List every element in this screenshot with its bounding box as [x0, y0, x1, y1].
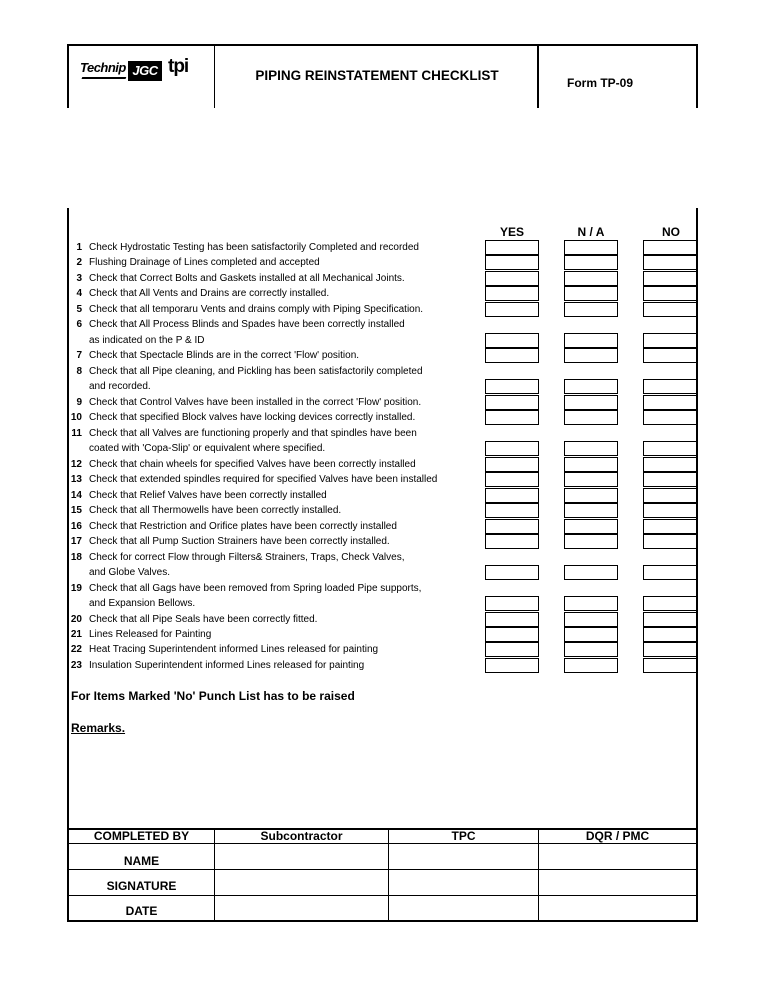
checkbox-no-item-16[interactable]	[643, 519, 697, 534]
checkbox-na-item-8[interactable]	[564, 379, 618, 394]
checkbox-no-item-2[interactable]	[643, 255, 697, 270]
item-text: Check that all temporaru Vents and drains comply with Piping Specification.	[89, 303, 424, 315]
checkbox-yes-item-13[interactable]	[485, 472, 539, 487]
checkbox-na-item-14[interactable]	[564, 488, 618, 503]
item-text: Check that Correct Bolts and Gaskets installed at all Mechanical Joints.	[89, 272, 405, 284]
completed-by-header: COMPLETED BY	[93, 829, 190, 843]
page-title: PIPING REINSTATEMENT CHECKLIST	[255, 68, 499, 83]
checkbox-na-item-1[interactable]	[564, 240, 618, 255]
item-text: Check that all Pipe Seals have been correctly fitted.	[89, 613, 318, 625]
checkbox-no-item-23[interactable]	[643, 658, 697, 673]
item-number: 21	[70, 629, 82, 640]
item-number: 3	[76, 272, 82, 284]
item-number: 22	[70, 644, 82, 656]
item-text: Check that specified Block valves have locking devices correctly installed.	[89, 412, 416, 424]
remarks-label: Remarks.	[71, 721, 126, 735]
item-text: Check for correct Flow through Filters& Strainers, Traps, Check Valves,	[89, 551, 405, 563]
checkbox-no-item-3[interactable]	[643, 271, 697, 286]
checklist-item-8	[70, 364, 423, 379]
checklist-item-7	[70, 348, 359, 363]
item-number: 20	[70, 613, 82, 625]
item-number: 17	[70, 536, 82, 548]
item-number: 12	[70, 458, 82, 470]
checkbox-na-item-15[interactable]	[564, 503, 618, 518]
item-text-continued: coated with 'Copa-Slip' or equivalent where specified.	[89, 443, 326, 455]
dqr-pmc-header: DQR / PMC	[585, 829, 650, 843]
checklist-item-10	[70, 410, 415, 425]
body-left-border	[67, 208, 69, 920]
header-left-border	[67, 44, 69, 108]
checkbox-na-item-19[interactable]	[564, 596, 618, 611]
item-number: 2	[76, 257, 82, 269]
checklist-item-2	[70, 255, 320, 270]
item-text-continued: and Expansion Bellows.	[89, 598, 196, 610]
checkbox-yes-item-18[interactable]	[485, 565, 539, 580]
checkbox-yes-item-17[interactable]	[485, 534, 539, 549]
technip-logo: Technip	[80, 60, 126, 75]
item-number: 18	[70, 551, 82, 563]
checkbox-yes-item-14[interactable]	[485, 488, 539, 503]
table-line	[67, 920, 698, 922]
checkbox-no-item-4[interactable]	[643, 286, 697, 301]
item-number: 19	[70, 582, 82, 594]
item-number: 1	[76, 242, 82, 253]
checklist-item-11	[70, 426, 417, 441]
item-text: Check that All Vents and Drains are correctly installed.	[89, 288, 330, 300]
checkbox-na-item-12[interactable]	[564, 457, 618, 472]
checkbox-no-item-12[interactable]	[643, 457, 697, 472]
checkbox-yes-item-20[interactable]	[485, 612, 539, 627]
checkbox-no-item-11[interactable]	[643, 441, 697, 456]
checkbox-yes-item-4[interactable]	[485, 286, 539, 301]
item-text: Check that Control Valves have been installed in the correct 'Flow' position.	[89, 396, 422, 408]
tpc-header: TPC	[451, 829, 476, 843]
checkbox-yes-item-2[interactable]	[485, 255, 539, 270]
checkbox-no-item-7[interactable]	[643, 348, 697, 363]
checklist-item-6	[70, 317, 405, 332]
checklist-item-20	[70, 612, 317, 627]
jgc-logo: JGC	[128, 61, 162, 81]
checkbox-na-item-20[interactable]	[564, 612, 618, 627]
item-number: 13	[70, 474, 82, 486]
checklist-item-22	[70, 642, 378, 657]
checkbox-no-item-6[interactable]	[643, 333, 697, 348]
item-text-continued: and Globe Valves.	[89, 567, 170, 579]
item-number: 15	[70, 505, 82, 517]
checkbox-na-item-5[interactable]	[564, 302, 618, 317]
checkbox-yes-item-9[interactable]	[485, 395, 539, 410]
checklist-item-3	[70, 271, 405, 286]
checkbox-no-item-14[interactable]	[643, 488, 697, 503]
checkbox-na-item-11[interactable]	[564, 441, 618, 456]
checkbox-na-item-18[interactable]	[564, 565, 618, 580]
checkbox-yes-item-12[interactable]	[485, 457, 539, 472]
subcontractor-header: Subcontractor	[260, 829, 343, 843]
item-text: Heat Tracing Superintendent informed Lines released for painting	[89, 644, 379, 656]
checkbox-no-item-22[interactable]	[643, 642, 697, 657]
item-number: 8	[76, 365, 82, 377]
checkbox-no-item-1[interactable]	[643, 240, 697, 255]
item-number: 11	[71, 427, 82, 439]
checklist-item-13	[70, 472, 437, 487]
checkbox-no-item-8[interactable]	[643, 379, 697, 394]
item-number: 5	[76, 303, 82, 315]
checkbox-yes-item-19[interactable]	[485, 596, 539, 611]
checkbox-yes-item-16[interactable]	[485, 519, 539, 534]
item-text: Check that All Process Blinds and Spades have been correctly installed	[89, 319, 405, 331]
form-number: Form TP-09	[567, 76, 634, 90]
checkbox-yes-item-5[interactable]	[485, 302, 539, 317]
date-row-label: DATE	[125, 904, 158, 918]
checklist-item-1	[70, 240, 419, 255]
checklist-item-19	[70, 581, 421, 596]
checkbox-yes-item-15[interactable]	[485, 503, 539, 518]
tpi-logo: tpi	[168, 56, 189, 77]
column-header-no: NO	[662, 225, 680, 239]
checkbox-yes-item-8[interactable]	[485, 379, 539, 394]
checkbox-na-item-10[interactable]	[564, 410, 618, 425]
checkbox-na-item-2[interactable]	[564, 255, 618, 270]
table-line	[67, 843, 698, 844]
checkbox-no-item-10[interactable]	[643, 410, 697, 425]
checkbox-na-item-17[interactable]	[564, 534, 618, 549]
item-number: 6	[76, 319, 82, 331]
item-text-continued: and recorded.	[89, 381, 151, 393]
checkbox-na-item-6[interactable]	[564, 333, 618, 348]
checkbox-yes-item-3[interactable]	[485, 271, 539, 286]
checklist-item-15	[70, 503, 341, 518]
checkbox-na-item-9[interactable]	[564, 395, 618, 410]
checklist-item-16	[70, 519, 397, 534]
checklist-item-12	[70, 457, 416, 472]
checkbox-no-item-17[interactable]	[643, 534, 697, 549]
checklist-item-18	[70, 550, 404, 565]
table-line	[67, 895, 698, 896]
checkbox-yes-item-21[interactable]	[485, 627, 539, 642]
checkbox-no-item-9[interactable]	[643, 395, 697, 410]
checkbox-yes-item-6[interactable]	[485, 333, 539, 348]
checkbox-no-item-19[interactable]	[643, 596, 697, 611]
item-number: 23	[70, 659, 82, 671]
checkbox-na-item-3[interactable]	[564, 271, 618, 286]
item-number: 7	[76, 350, 82, 362]
name-row-label: NAME	[123, 854, 160, 868]
item-text: Check that all Pump Suction Strainers have been correctly installed.	[89, 536, 390, 548]
item-text: Check that all Gags have been removed from Spring loaded Pipe supports,	[89, 582, 422, 594]
checklist-item-23	[70, 658, 364, 673]
item-text: Check that Relief Valves have been correctly installed	[89, 489, 327, 501]
checkbox-yes-item-22[interactable]	[485, 642, 539, 657]
checkbox-na-item-23[interactable]	[564, 658, 618, 673]
checkbox-no-item-20[interactable]	[643, 612, 697, 627]
item-text: Check that extended spindles required for specified Valves have been installed	[89, 474, 438, 486]
checkbox-no-item-21[interactable]	[643, 627, 697, 642]
checklist-item-21	[70, 627, 211, 642]
item-text: Check that Restriction and Orifice plates have been correctly installed	[89, 520, 397, 532]
checkbox-yes-item-10[interactable]	[485, 410, 539, 425]
checklist-item-9	[70, 395, 421, 410]
checkbox-na-item-4[interactable]	[564, 286, 618, 301]
checkbox-no-item-5[interactable]	[643, 302, 697, 317]
punch-list-note: For Items Marked 'No' Punch List has to be raised	[71, 689, 355, 703]
item-text: Check that all Pipe cleaning, and Pickling has been satisfactorily completed	[89, 365, 423, 377]
item-text: Flushing Drainage of Lines completed and accepted	[89, 257, 320, 269]
checkbox-no-item-13[interactable]	[643, 472, 697, 487]
signature-row-label: SIGNATURE	[106, 879, 177, 893]
item-text: Check Hydrostatic Testing has been satisfactorily Completed and recorded	[89, 242, 419, 253]
item-number: 4	[76, 288, 82, 300]
checklist-item-17	[70, 534, 390, 549]
checklist-item-5	[70, 302, 423, 317]
item-text: Check that all Thermowells have been correctly installed.	[89, 505, 342, 517]
item-number: 10	[70, 412, 82, 424]
item-text: Lines Released for Painting	[89, 629, 212, 640]
checkbox-yes-item-23[interactable]	[485, 658, 539, 673]
checklist-item-14	[70, 488, 327, 503]
checkbox-yes-item-1[interactable]	[485, 240, 539, 255]
checkbox-yes-item-7[interactable]	[485, 348, 539, 363]
item-text: Check that all Valves are functioning properly and that spindles have been	[89, 427, 417, 439]
item-text: Insulation Superintendent informed Lines released for painting	[89, 659, 365, 671]
column-header-yes: YES	[499, 225, 524, 239]
checkbox-no-item-15[interactable]	[643, 503, 697, 518]
checkbox-na-item-16[interactable]	[564, 519, 618, 534]
checkbox-na-item-13[interactable]	[564, 472, 618, 487]
checkbox-yes-item-11[interactable]	[485, 441, 539, 456]
item-text: Check that Spectacle Blinds are in the correct 'Flow' position.	[89, 350, 360, 362]
header-top-border	[67, 44, 698, 46]
item-text: Check that chain wheels for specified Valves have been correctly installed	[89, 458, 416, 470]
table-line	[67, 869, 698, 870]
item-number: 9	[76, 396, 82, 408]
checkbox-na-item-22[interactable]	[564, 642, 618, 657]
header-right-border	[696, 44, 698, 108]
item-number: 16	[70, 520, 82, 532]
header-divider-1	[214, 44, 215, 108]
checklist-item-4	[70, 286, 329, 301]
item-text-continued: as indicated on the P & ID	[89, 334, 205, 346]
item-number: 14	[70, 489, 82, 501]
checkbox-no-item-18[interactable]	[643, 565, 697, 580]
checkbox-na-item-21[interactable]	[564, 627, 618, 642]
checkbox-na-item-7[interactable]	[564, 348, 618, 363]
column-header-na: N / A	[577, 225, 605, 239]
